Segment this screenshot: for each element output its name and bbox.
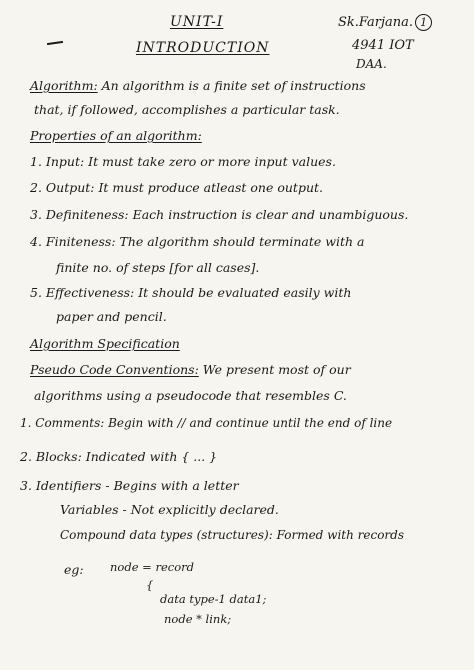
pseudocode-line-1: Pseudo Code Conventions: We present most of our: [30, 362, 351, 377]
property-item: 5. Effectiveness: It should be evaluated easily with: [30, 285, 352, 300]
example-code-line: data type-1 data1;: [160, 592, 267, 606]
margin-dash: [47, 41, 63, 45]
roll-number: 4941 IOT: [352, 38, 414, 53]
example-label: eg:: [64, 562, 84, 577]
convention-item: 3. Identifiers - Begins with a letter: [20, 478, 239, 493]
convention-item: 1. Comments: Begin with // and continue until the end of line: [20, 416, 393, 430]
specification-heading: Algorithm Specification: [30, 336, 180, 351]
property-item: 1. Input: It must take zero or more input values.: [30, 154, 336, 169]
property-item-continued: paper and pencil.: [56, 309, 167, 324]
example-code-line: {: [146, 578, 154, 592]
page-title: INTRODUCTION: [136, 40, 270, 56]
example-code-line: node * link;: [164, 612, 232, 626]
property-item-continued: finite no. of steps [for all cases].: [56, 260, 260, 275]
property-item: 2. Output: It must produce atleast one output.: [30, 180, 323, 195]
convention-item-continued: Compound data types (structures): Formed with records: [60, 528, 405, 542]
property-item: 3. Definiteness: Each instruction is clear and unambiguous.: [30, 207, 409, 222]
page-number: 1: [415, 14, 432, 31]
definition-line-1: Algorithm: An algorithm is a finite set of instructions: [30, 78, 366, 93]
subject-code: DAA.: [356, 57, 387, 71]
pseudocode-line-2: algorithms using a pseudocode that resembles C.: [34, 388, 347, 403]
definition-line-2: that, if followed, accomplishes a particular task.: [34, 102, 340, 117]
properties-heading: Properties of an algorithm:: [30, 128, 202, 143]
unit-heading: UNIT-I: [170, 14, 224, 30]
convention-item: 2. Blocks: Indicated with { ... }: [20, 449, 218, 464]
convention-item-continued: Variables - Not explicitly declared.: [60, 502, 279, 517]
example-code-line: node = record: [110, 560, 194, 574]
property-item: 4. Finiteness: The algorithm should terminate with a: [30, 234, 365, 249]
pseudocode-heading: Pseudo Code Conventions:: [30, 362, 199, 377]
definition-term: Algorithm:: [30, 78, 98, 93]
author-name: Sk.Farjana. 1: [338, 14, 432, 31]
